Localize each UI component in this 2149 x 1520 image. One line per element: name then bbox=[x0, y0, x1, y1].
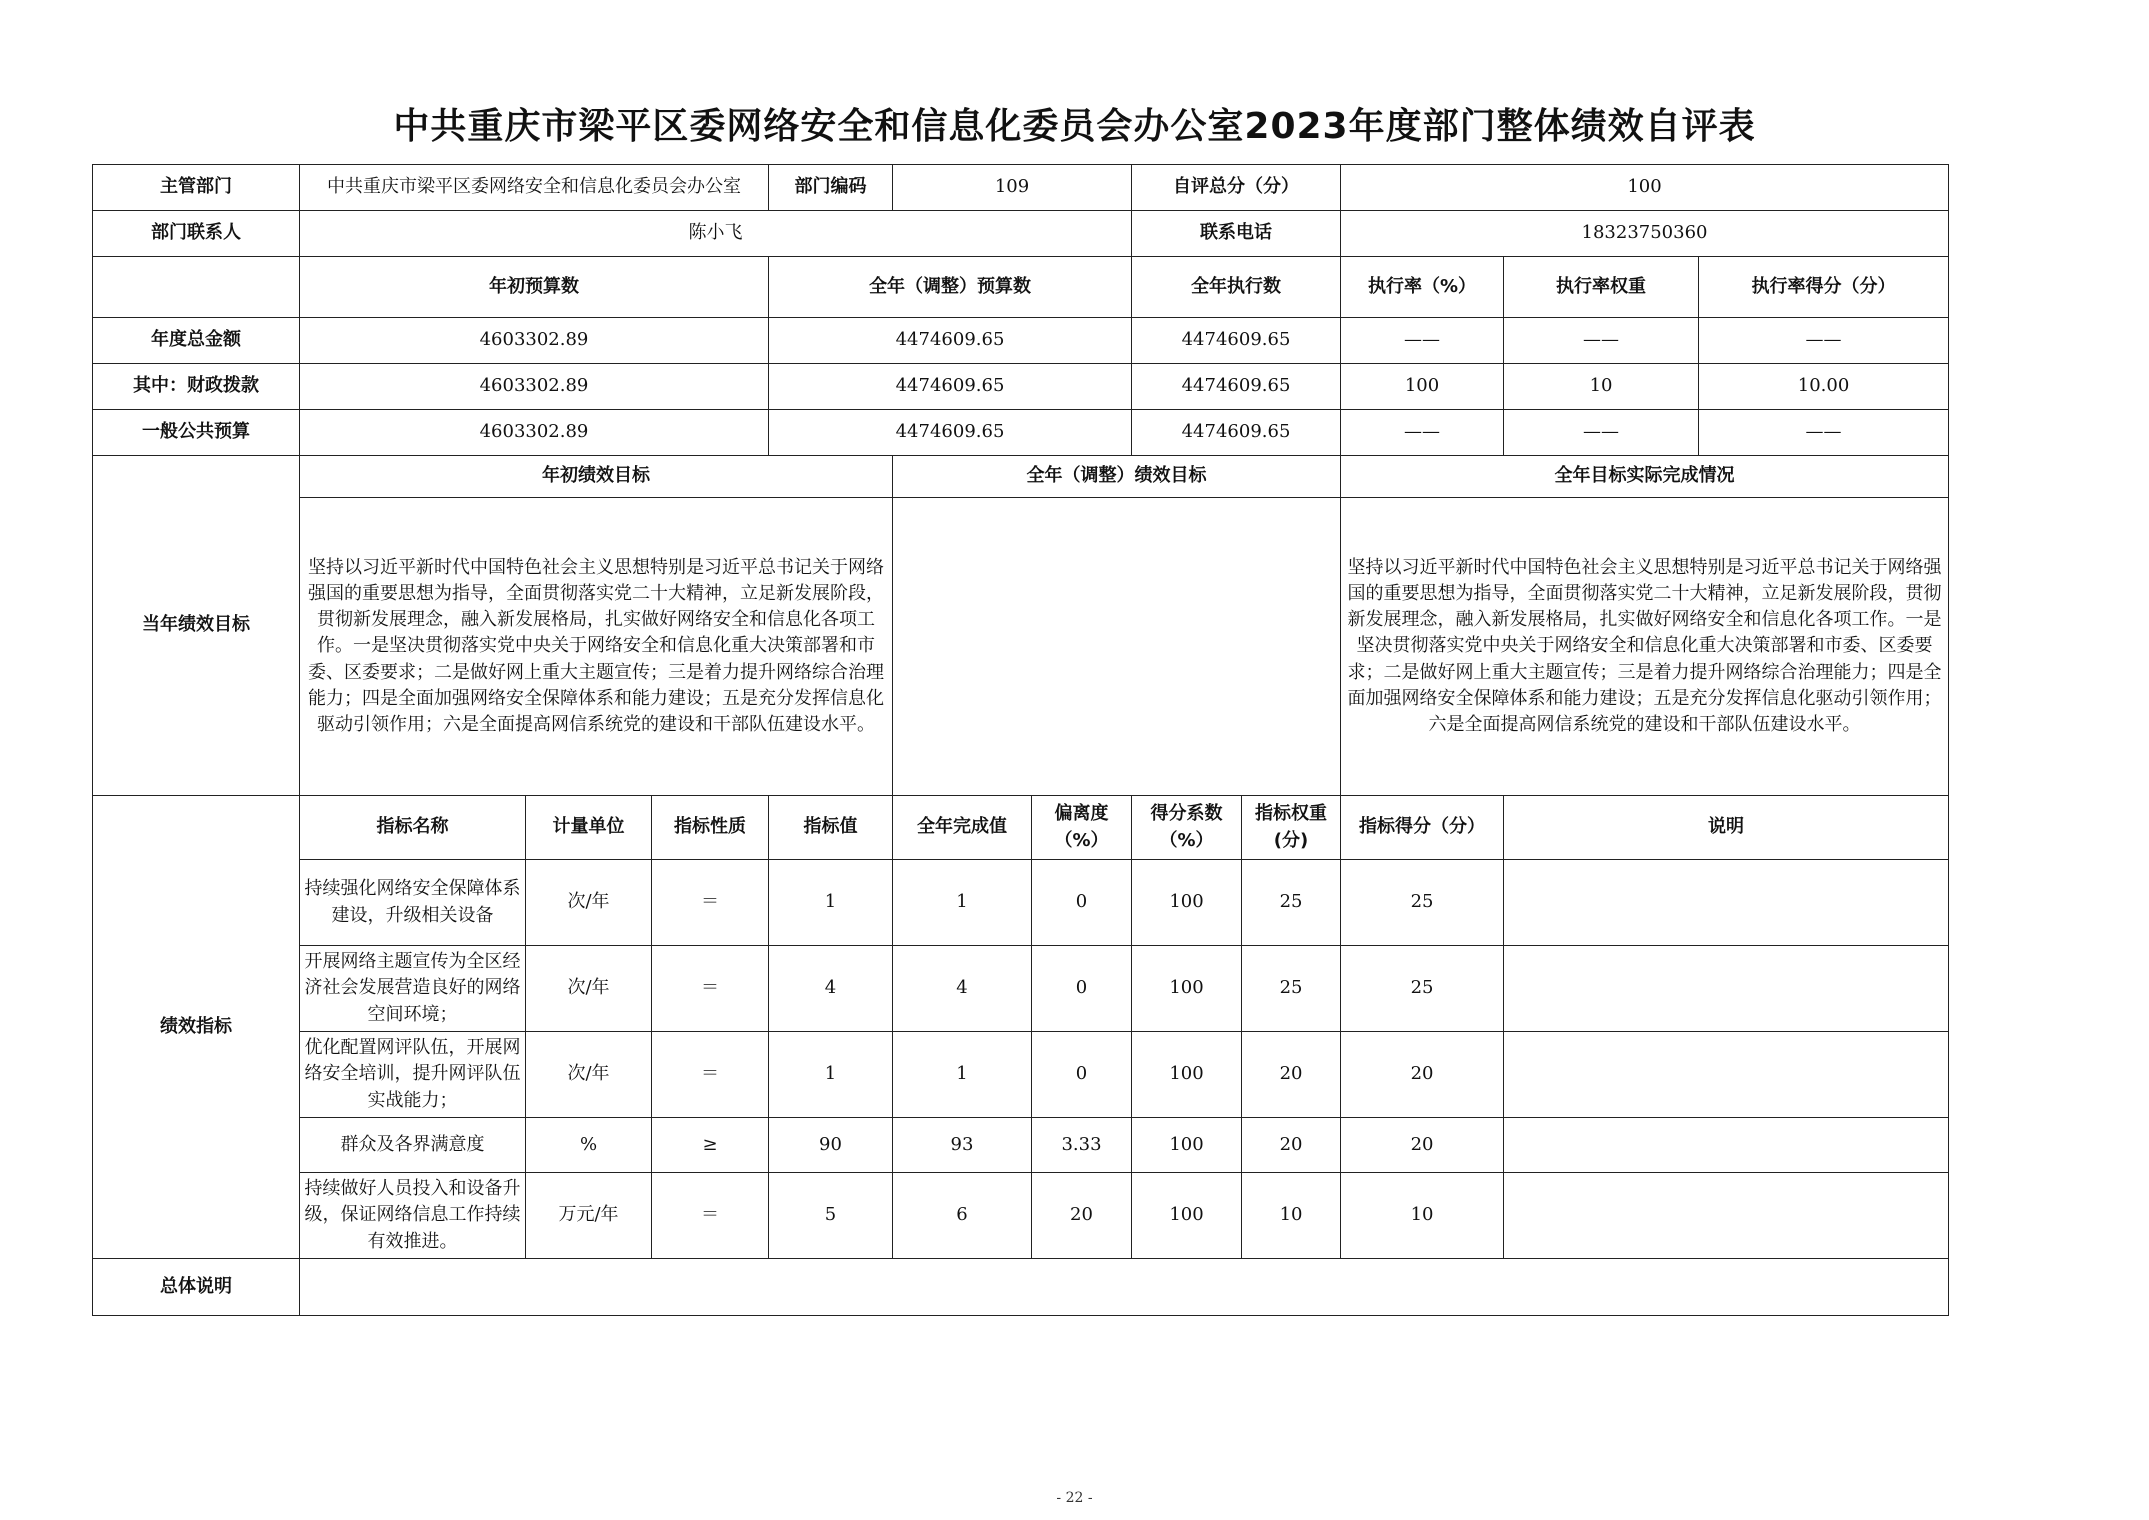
ind-col-actual: 全年完成值 bbox=[893, 796, 1032, 860]
ind-col-unit: 计量单位 bbox=[526, 796, 652, 860]
phone-label: 联系电话 bbox=[1132, 211, 1341, 257]
goals-adjusted-header: 全年（调整）绩效目标 bbox=[893, 456, 1341, 498]
performance-evaluation-table bbox=[92, 164, 1949, 1316]
ind-col-nature: 指标性质 bbox=[652, 796, 769, 860]
budget-col-executed: 全年执行数 bbox=[1132, 257, 1341, 318]
indicator-note bbox=[1504, 1032, 1949, 1118]
budget-adjusted: 4474609.65 bbox=[769, 318, 1132, 364]
indicator-target: 4 bbox=[769, 946, 893, 1032]
budget-adjusted: 4474609.65 bbox=[769, 410, 1132, 456]
score-value: 100 bbox=[1341, 165, 1949, 211]
budget-col-adjusted: 全年（调整）预算数 bbox=[769, 257, 1132, 318]
indicator-nature: ＝ bbox=[652, 946, 769, 1032]
indicator-note bbox=[1504, 1173, 1949, 1259]
indicator-score: 25 bbox=[1341, 860, 1504, 946]
budget-row-label: 一般公共预算 bbox=[93, 410, 300, 456]
goals-initial-header: 年初绩效目标 bbox=[300, 456, 893, 498]
budget-row-label: 其中：财政拨款 bbox=[93, 364, 300, 410]
indicator-name: 优化配置网评队伍，开展网络安全培训，提升网评队伍实战能力； bbox=[300, 1032, 526, 1118]
indicator-unit: 次/年 bbox=[526, 1032, 652, 1118]
contact-label: 部门联系人 bbox=[93, 211, 300, 257]
indicator-name: 持续强化网络安全保障体系建设，升级相关设备 bbox=[300, 860, 526, 946]
budget-adjusted: 4474609.65 bbox=[769, 364, 1132, 410]
indicator-name: 群众及各界满意度 bbox=[300, 1118, 526, 1173]
indicator-unit: % bbox=[526, 1118, 652, 1173]
contact-value: 陈小飞 bbox=[300, 211, 1132, 257]
score-label: 自评总分（分） bbox=[1132, 165, 1341, 211]
indicator-nature: ≥ bbox=[652, 1118, 769, 1173]
indicator-note bbox=[1504, 860, 1949, 946]
budget-initial: 4603302.89 bbox=[300, 318, 769, 364]
indicator-deviation: 0 bbox=[1032, 860, 1132, 946]
summary-value bbox=[300, 1259, 1949, 1316]
indicator-deviation: 20 bbox=[1032, 1173, 1132, 1259]
indicator-score: 10 bbox=[1341, 1173, 1504, 1259]
budget-executed: 4474609.65 bbox=[1132, 318, 1341, 364]
goals-actual-header: 全年目标实际完成情况 bbox=[1341, 456, 1949, 498]
indicator-coef: 100 bbox=[1132, 1173, 1242, 1259]
dept-value: 中共重庆市梁平区委网络安全和信息化委员会办公室 bbox=[300, 165, 769, 211]
indicator-row bbox=[93, 1173, 1949, 1259]
ind-col-deviation: 偏离度（%） bbox=[1032, 796, 1132, 860]
indicator-note bbox=[1504, 1118, 1949, 1173]
ind-col-coef: 得分系数（%） bbox=[1132, 796, 1242, 860]
indicator-target: 5 bbox=[769, 1173, 893, 1259]
indicator-note bbox=[1504, 946, 1949, 1032]
budget-weight: —— bbox=[1504, 410, 1699, 456]
ind-col-note: 说明 bbox=[1504, 796, 1949, 860]
indicator-target: 1 bbox=[769, 860, 893, 946]
budget-initial: 4603302.89 bbox=[300, 410, 769, 456]
indicator-target: 1 bbox=[769, 1032, 893, 1118]
indicator-unit: 万元/年 bbox=[526, 1173, 652, 1259]
indicator-row bbox=[93, 946, 1949, 1032]
indicator-unit: 次/年 bbox=[526, 860, 652, 946]
budget-row bbox=[93, 318, 1949, 364]
indicators-label: 绩效指标 bbox=[93, 796, 300, 1259]
budget-row bbox=[93, 364, 1949, 410]
budget-weight: 10 bbox=[1504, 364, 1699, 410]
budget-rate: —— bbox=[1341, 318, 1504, 364]
goals-initial-text: 坚持以习近平新时代中国特色社会主义思想特别是习近平总书记关于网络强国的重要思想为指导，全面贯彻落实党二十大精神，立足新发展阶段，贯彻新发展理念，融入新发展格局，扎实做好网络安全和信息化各项工作。一是坚决贯彻落实党中央关于网络安全和信息化重大决策部署和市委、区委要求；二是做好网上重大主题宣传；三是着力提升网络综合治理能力；四是全面加强网络安全保障体系和能力建设；五是充分发挥信息化驱动引领作用；六是全面提高网信系统党的建设和干部队伍建设水平。 bbox=[300, 498, 893, 796]
indicator-actual: 1 bbox=[893, 1032, 1032, 1118]
indicator-deviation: 3.33 bbox=[1032, 1118, 1132, 1173]
indicator-target: 90 bbox=[769, 1118, 893, 1173]
indicator-score: 20 bbox=[1341, 1032, 1504, 1118]
indicator-name: 持续做好人员投入和设备升级，保证网络信息工作持续有效推进。 bbox=[300, 1173, 526, 1259]
page-title: 中共重庆市梁平区委网络安全和信息化委员会办公室2023年度部门整体绩效自评表 bbox=[393, 106, 1756, 147]
goals-adjusted-text bbox=[893, 498, 1341, 796]
indicator-nature: ＝ bbox=[652, 1032, 769, 1118]
ind-col-weight: 指标权重(分) bbox=[1242, 796, 1341, 860]
budget-executed: 4474609.65 bbox=[1132, 410, 1341, 456]
dept-label: 主管部门 bbox=[93, 165, 300, 211]
budget-weight: —— bbox=[1504, 318, 1699, 364]
budget-col-rate: 执行率（%） bbox=[1341, 257, 1504, 318]
budget-row bbox=[93, 410, 1949, 456]
budget-executed: 4474609.65 bbox=[1132, 364, 1341, 410]
budget-col-initial: 年初预算数 bbox=[300, 257, 769, 318]
indicator-weight: 10 bbox=[1242, 1173, 1341, 1259]
budget-rate: —— bbox=[1341, 410, 1504, 456]
indicator-deviation: 0 bbox=[1032, 946, 1132, 1032]
indicator-row bbox=[93, 1032, 1949, 1118]
indicator-actual: 1 bbox=[893, 860, 1032, 946]
ind-col-score: 指标得分（分） bbox=[1341, 796, 1504, 860]
indicator-actual: 93 bbox=[893, 1118, 1032, 1173]
indicator-actual: 6 bbox=[893, 1173, 1032, 1259]
page-number: - 22 - bbox=[1056, 1490, 1093, 1506]
goals-label: 当年绩效目标 bbox=[93, 456, 300, 796]
indicator-nature: ＝ bbox=[652, 1173, 769, 1259]
goals-actual-text: 坚持以习近平新时代中国特色社会主义思想特别是习近平总书记关于网络强国的重要思想为指导，全面贯彻落实党二十大精神，立足新发展阶段，贯彻新发展理念，融入新发展格局，扎实做好网络安全和信息化各项工作。一是坚决贯彻落实党中央关于网络安全和信息化重大决策部署和市委、区委要求；二是做好网上重大主题宣传；三是着力提升网络综合治理能力；四是全面加强网络安全保障体系和能力建设；五是充分发挥信息化驱动引领作用；六是全面提高网信系统党的建设和干部队伍建设水平。 bbox=[1341, 498, 1949, 796]
indicator-name: 开展网络主题宣传为全区经济社会发展营造良好的网络空间环境； bbox=[300, 946, 526, 1032]
code-label: 部门编码 bbox=[769, 165, 893, 211]
indicator-actual: 4 bbox=[893, 946, 1032, 1032]
ind-col-target: 指标值 bbox=[769, 796, 893, 860]
budget-score: 10.00 bbox=[1699, 364, 1949, 410]
budget-corner-cell bbox=[93, 257, 300, 318]
code-value: 109 bbox=[893, 165, 1132, 211]
ind-col-name: 指标名称 bbox=[300, 796, 526, 860]
indicator-weight: 25 bbox=[1242, 860, 1341, 946]
indicator-coef: 100 bbox=[1132, 946, 1242, 1032]
budget-col-weight: 执行率权重 bbox=[1504, 257, 1699, 318]
indicator-coef: 100 bbox=[1132, 1118, 1242, 1173]
budget-col-score: 执行率得分（分） bbox=[1699, 257, 1949, 318]
indicator-score: 20 bbox=[1341, 1118, 1504, 1173]
indicator-unit: 次/年 bbox=[526, 946, 652, 1032]
indicator-row bbox=[93, 1118, 1949, 1173]
indicator-weight: 20 bbox=[1242, 1032, 1341, 1118]
indicator-nature: ＝ bbox=[652, 860, 769, 946]
indicator-weight: 25 bbox=[1242, 946, 1341, 1032]
indicator-coef: 100 bbox=[1132, 860, 1242, 946]
budget-initial: 4603302.89 bbox=[300, 364, 769, 410]
indicator-deviation: 0 bbox=[1032, 1032, 1132, 1118]
summary-label: 总体说明 bbox=[93, 1259, 300, 1316]
budget-row-label: 年度总金额 bbox=[93, 318, 300, 364]
phone-value: 18323750360 bbox=[1341, 211, 1949, 257]
indicator-score: 25 bbox=[1341, 946, 1504, 1032]
indicator-coef: 100 bbox=[1132, 1032, 1242, 1118]
indicator-row bbox=[93, 860, 1949, 946]
budget-rate: 100 bbox=[1341, 364, 1504, 410]
budget-score: —— bbox=[1699, 410, 1949, 456]
budget-score: —— bbox=[1699, 318, 1949, 364]
indicator-weight: 20 bbox=[1242, 1118, 1341, 1173]
